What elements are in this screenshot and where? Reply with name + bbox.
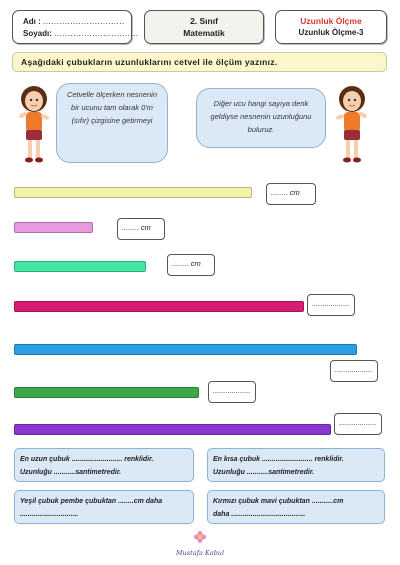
- class-box: [144, 10, 264, 44]
- subject-label: Matematik: [183, 28, 225, 38]
- flower-icon: [193, 530, 207, 544]
- bar-red: [14, 301, 304, 312]
- name-label: Adı :: [23, 17, 41, 26]
- question-longest-line2[interactable]: Uzunluğu ...........santimetredir.: [20, 469, 122, 476]
- topic-box: [275, 10, 387, 44]
- question-red-vs-blue: [207, 490, 385, 524]
- class-label: 2. Sınıf: [190, 16, 218, 26]
- bar-blue: [14, 344, 357, 355]
- answer-box-red[interactable]: ..................: [307, 294, 355, 316]
- name-field[interactable]: ..............................: [43, 17, 125, 26]
- answer-box-pink[interactable]: ........ cm: [117, 218, 165, 240]
- question-green-pink-line1[interactable]: Yeşil çubuk pembe çubuktan ........cm daha: [20, 498, 163, 505]
- topic-subtitle: Uzunluk Ölçme-3: [298, 28, 364, 37]
- question-green-pink-line2[interactable]: ..............................: [20, 511, 79, 518]
- question-shortest-line1[interactable]: En kısa çubuk .......................... renklidir.: [213, 456, 344, 463]
- question-shortest-bar: [207, 448, 385, 482]
- instruction-text: Aşağıdaki çubukların uzunluklarını cetvel ile ölçüm yazınız.: [12, 52, 387, 72]
- question-red-blue-line1[interactable]: Kırmızı çubuk mavi çubuktan ...........cm: [213, 498, 344, 505]
- bar-pink: [14, 222, 93, 233]
- answer-box-blue[interactable]: ..................: [330, 360, 378, 382]
- surname-label: Soyadı:: [23, 29, 52, 38]
- left-speech-bubble: Cetvelle ölçerken nesnenin bir ucunu tam olarak 0'ın (sıfır) çizgisine getirmeyi: [56, 83, 168, 163]
- girl-right-illustration: [332, 82, 372, 167]
- question-shortest-line2[interactable]: Uzunluğu ...........santimetredir.: [213, 469, 315, 476]
- question-red-blue-line2[interactable]: daha ......................................: [213, 511, 306, 518]
- author-signature: [165, 530, 235, 557]
- answer-box-green[interactable]: ..................: [208, 381, 256, 403]
- right-speech-bubble: Diğer ucu hangi sayıya denk geldiyse nesnenin uzunluğunu buluruz.: [196, 88, 326, 148]
- girl-left-illustration: [14, 82, 54, 167]
- bar-green: [14, 387, 199, 398]
- name-box: [12, 10, 139, 44]
- bar-green-light: [14, 261, 146, 272]
- question-longest-bar: [14, 448, 194, 482]
- topic-title: Uzunluk Ölçme: [300, 16, 362, 26]
- question-longest-line1[interactable]: En uzun çubuk .......................... renklidir.: [20, 456, 154, 463]
- bar-purple: [14, 424, 331, 435]
- signature-text: Mustafa Kabul: [175, 549, 225, 557]
- question-green-vs-pink: [14, 490, 194, 524]
- answer-box-purple[interactable]: ..................: [334, 413, 382, 435]
- bar-yellow: [14, 187, 252, 198]
- surname-field[interactable]: ...............................: [54, 29, 139, 38]
- answer-box-yellow[interactable]: ........ cm: [266, 183, 316, 205]
- answer-box-green-light[interactable]: ........ cm: [167, 254, 215, 276]
